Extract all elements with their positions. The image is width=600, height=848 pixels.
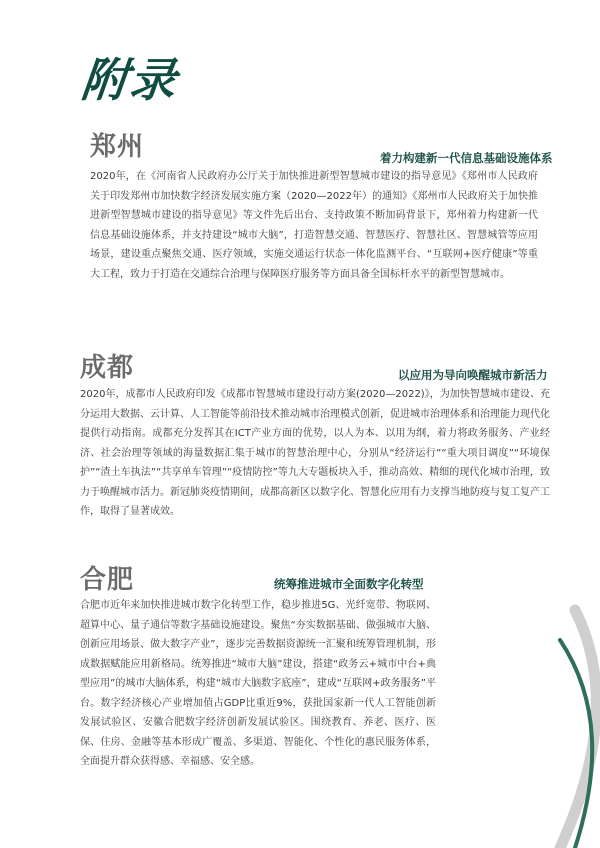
section-body: 合肥市近年来加快推进城市数字化转型工作，稳步推进5G、光纤宽带、物联网、超算中心、量子通信等数字基础设施建设。聚焦“夯实数据基础、做强城市大脑、创新应用场景、做大数字产业”，逐步完善数据资源统一汇聚和统筹管理机制，形成数据赋能应用新格局。统筹推进“城市大脑”建设，搭建“政务云+城市中台+典型应用”的城市大脑体系，构建“城市大脑数字底座”，建成“互联网+政务服务”平台。数字经济核心产业增加值占GDP比重近9%，获批国家新一代人工智能创新发展试验区、安徽合肥数字经济创新发展试验区。围绕教育、养老、医疗、医保、住房、金融等基本形成广覆盖、多渠道、智能化、个性化的惠民服务体系，全面提升群众获得感、幸福感、安全感。	[80, 600, 436, 767]
section-subtitle: 以应用为导向唤醒城市新活力	[398, 368, 548, 382]
section-body: 2020年，在《河南省人民政府办公厅关于加快推进新型智慧城市建设的指导意见》《郑州市人民政府关于印发郑州市加快数字经济发展实施方案（2020—2022年）的通知》《郑州市人民政府关于加快推进新型智慧城市建设的指导意见》等文件先后出台、支持政策不断加码背景下，郑州着力构建新一代信息基础设施体系，并支持建设“城市大脑”，打造智慧交通、智慧医疗、智慧社区、智慧城管等应用场景，建设重点聚焦交通、医疗领域，实施交通运行状态一体化监测平台、“互联网+医疗健康”等重大工程，致力于打造在交通综合治理与保障医疗服务等方面具备全国标杆水平的新型智慧城市。	[90, 171, 538, 280]
gray-arc	[560, 610, 596, 848]
page-title: 附录	[78, 53, 181, 107]
section-subtitle: 统筹推进城市全面数字化转型	[274, 577, 424, 591]
city-heading: 合肥	[80, 565, 135, 595]
city-heading: 郑州	[90, 132, 145, 162]
section-body: 2020年，成都市人民政府印发《成都市智慧城市建设行动方案(2020—2022)》，为加快智慧城市建设、充分运用大数据、云计算、人工智能等前沿技术推动城市治理模式创新，促进城市治理体系和治理能力现代化提供行动指南。成都充分发挥其在ICT产业方面的优势，以人为本、以用为纲，着力将政务服务、产业经济、社会治理等领域的海量数据汇集于城市的智慧治理中心，分别从“经济运行”“重大项目调度”“环境保护”“渣土车执法”“共享单车管理”“疫情防控”等九大专题板块入手，推动高效、精细的现代化城市治理，致力于唤醒城市活力。新冠肺炎疫情期间，成都高新区以数字化、智慧化应用有力支撑当地防疫与复工复产工作，取得了显著成效。	[80, 389, 550, 517]
section-subtitle: 着力构建新一代信息基础设施体系	[380, 151, 553, 165]
green-arc	[560, 640, 592, 848]
city-heading: 成都	[80, 353, 135, 383]
